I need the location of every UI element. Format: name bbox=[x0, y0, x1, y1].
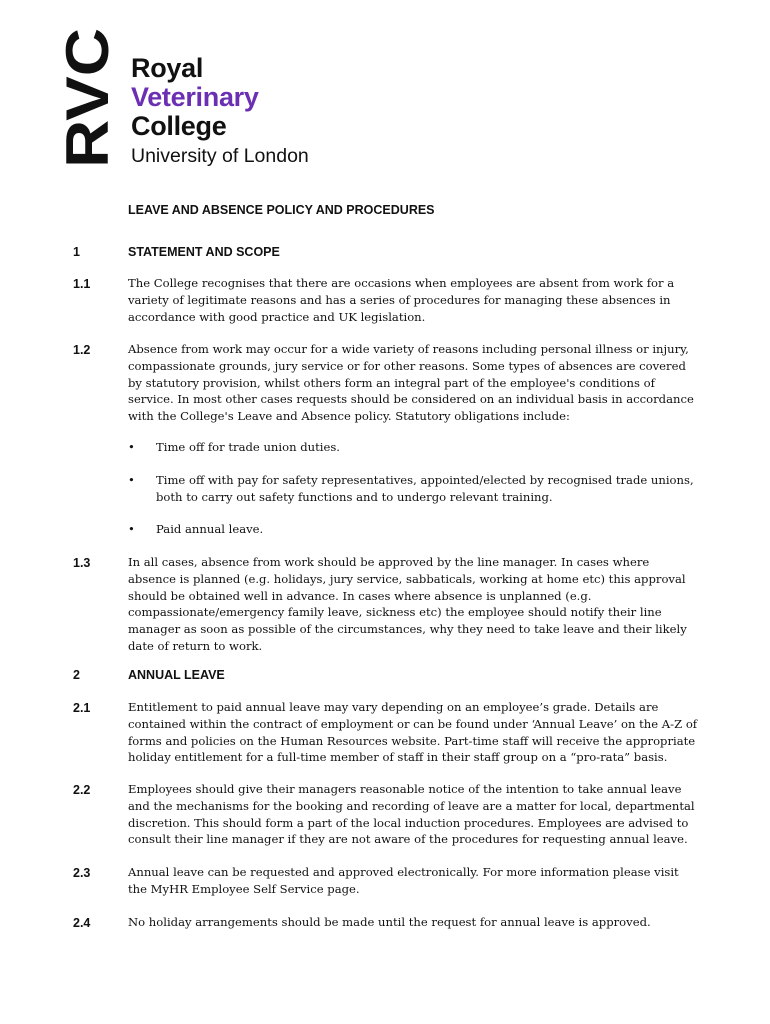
clause-1-1-text: The College recognises that there are occasions when employees are absent from work for a variety of legitimate reasons and has a series of procedures for managing these absences in accordance with good practice and UK legislation. bbox=[128, 276, 675, 324]
rvc-logo-mark bbox=[54, 28, 121, 170]
clause-1-3-text: In all cases, absence from work should be approved by the line manager. In cases where absence is planned (e.g. holidays, jury service, sabbaticals, working at home etc) this approval should be obtained well in advance. In cases where absence is unplanned (e.g. compassionate/emergency family leave, sickness etc) the employee should notify their line manager as soon as possible of the circumstances, why they need to take leave and their likely date of return to work. bbox=[128, 555, 687, 653]
clause-2-3-number: 2.3 bbox=[73, 866, 91, 880]
rvc-mark-text: RVC bbox=[54, 42, 121, 168]
clause-1-1-number: 1.1 bbox=[73, 277, 91, 291]
bullet-dot-icon: • bbox=[128, 440, 135, 454]
logo-subtitle: University of London bbox=[131, 145, 309, 167]
clause-2-2-number: 2.2 bbox=[73, 783, 91, 797]
bullet-item bbox=[128, 439, 700, 456]
clause-2-4-number: 2.4 bbox=[73, 916, 91, 930]
clause-2-1-text: Entitlement to paid annual leave may vary depending on an employee’s grade. Details are contained within the contract of employment or can be found under ‘Annual Leave’ on the A-Z of forms and policies on the Human Resources website. Part-time staff will receive the appropriate holiday entitlement for a full-time member of staff in their staff group on a “pro-rata” basis. bbox=[128, 700, 698, 765]
logo-wordmark bbox=[131, 54, 309, 169]
logo-college: College bbox=[131, 111, 227, 141]
clause-1-3-number: 1.3 bbox=[73, 556, 91, 570]
bullet-text: Time off for trade union duties. bbox=[156, 440, 340, 454]
bullet-text: Paid annual leave. bbox=[156, 522, 264, 536]
bullet-text: Time off with pay for safety representatives, appointed/elected by recognised trade unions, both to carry out safety functions and to undergo relevant training. bbox=[156, 473, 694, 504]
clause-2-1-number: 2.1 bbox=[73, 701, 91, 715]
bullet-dot-icon: • bbox=[128, 473, 135, 487]
clause-2-3-text: Annual leave can be requested and approved electronically. For more information please visit the MyHR Employee Self Service page. bbox=[128, 865, 679, 896]
clause-1-2-number: 1.2 bbox=[73, 343, 91, 357]
clause-2-4-text: No holiday arrangements should be made until the request for annual leave is approved. bbox=[128, 915, 651, 929]
logo-royal: Royal bbox=[131, 53, 204, 83]
rvc-logo-icon bbox=[54, 28, 121, 170]
section-1-heading: STATEMENT AND SCOPE bbox=[128, 245, 280, 259]
section-1-number: 1 bbox=[73, 245, 80, 259]
section-2-number: 2 bbox=[73, 668, 80, 682]
logo-veterinary: Veterinary bbox=[131, 82, 259, 112]
bullet-item bbox=[128, 521, 700, 538]
clause-2-2-text: Employees should give their managers reasonable notice of the intention to take annual leave and the mechanisms for the booking and recording of leave are a matter for local, departmental discretion. This should form a part of the local induction procedures. Employees are advised to consult their line manager if they are not aware of the procedures for requesting annual leave. bbox=[128, 782, 695, 847]
section-2-heading: ANNUAL LEAVE bbox=[128, 668, 225, 682]
clause-1-2-text: Absence from work may occur for a wide variety of reasons including personal illness or injury, compassionate grounds, jury service or for other reasons. Some types of absences are covered by statutory provision, whilst others form an integral part of the employee's conditions of service. In most other cases requests should be considered on an individual basis in accordance with the College's Leave and Absence policy. Statutory obligations include: bbox=[128, 342, 694, 424]
bullet-dot-icon: • bbox=[128, 522, 135, 536]
bullet-item bbox=[128, 472, 700, 506]
document-title: LEAVE AND ABSENCE POLICY AND PROCEDURES bbox=[128, 203, 435, 217]
